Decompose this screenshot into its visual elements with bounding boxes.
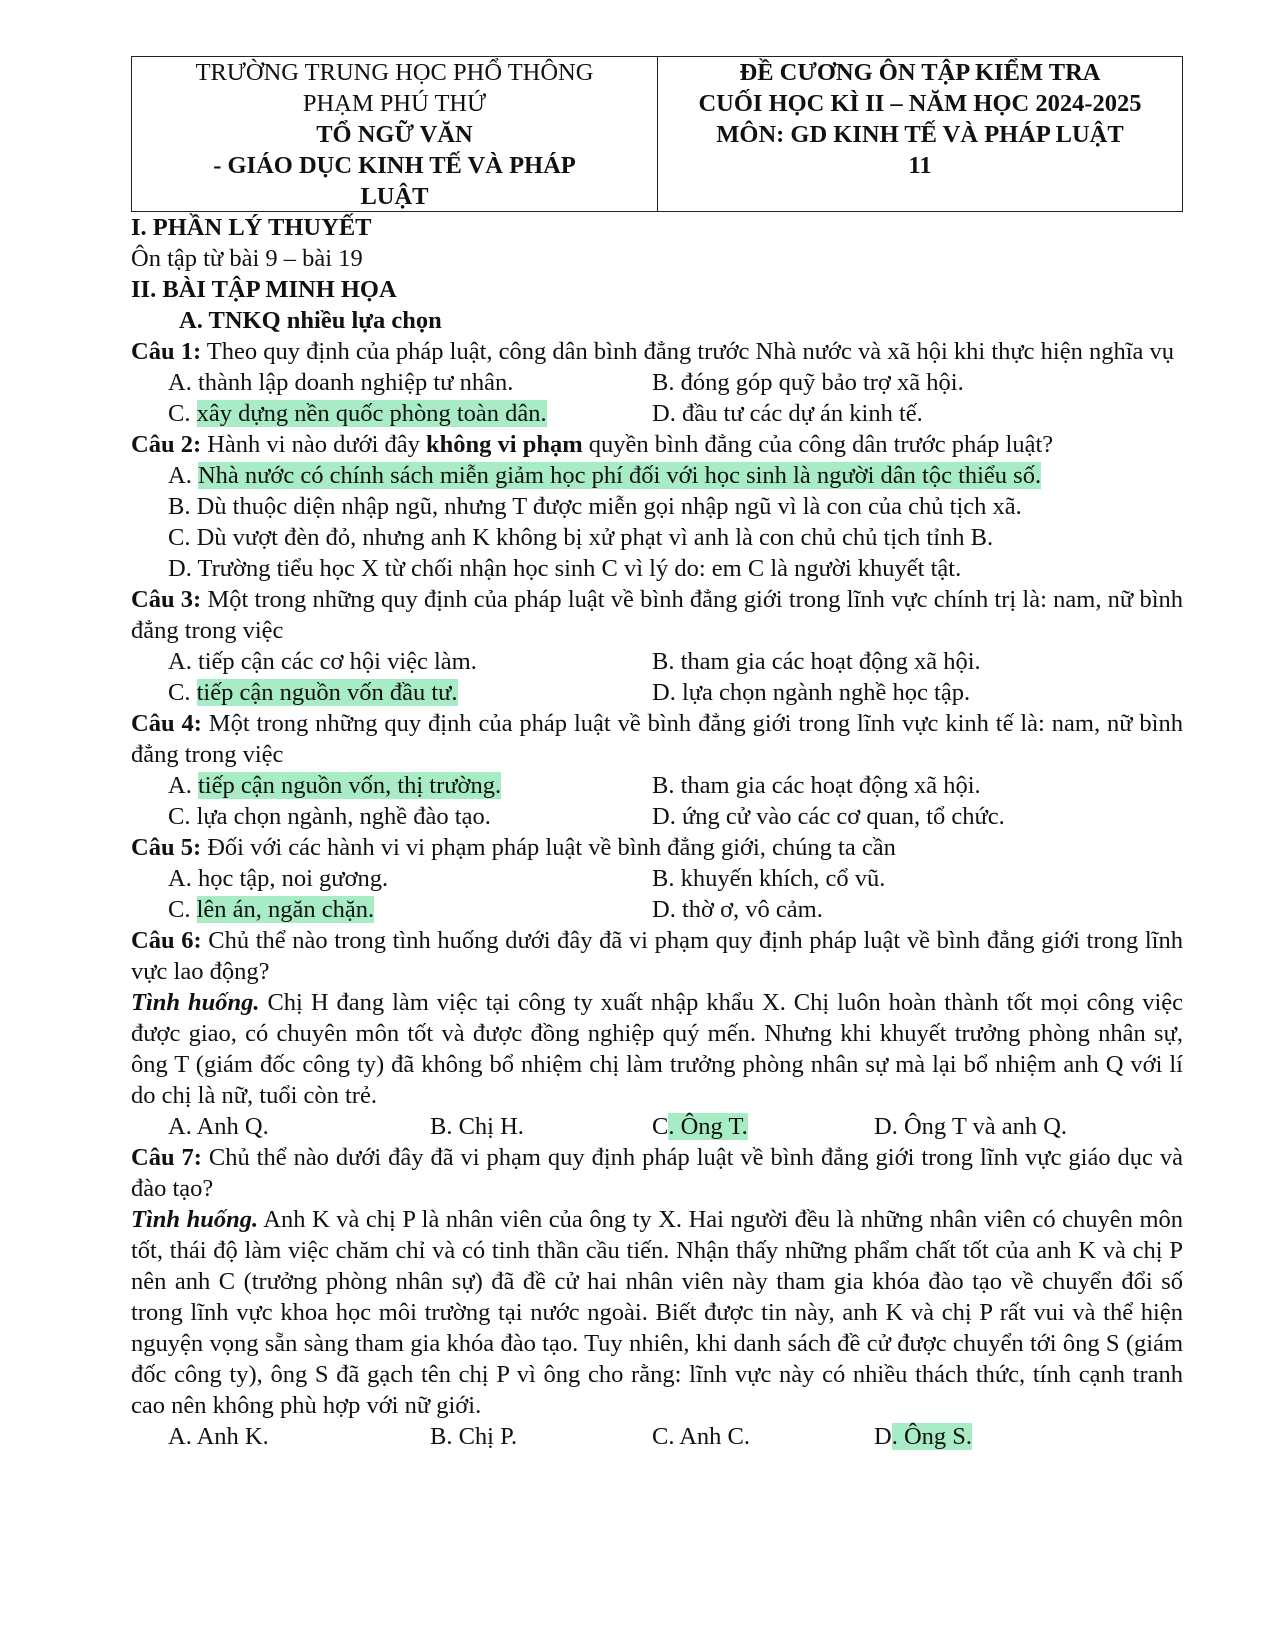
option-a: A. thành lập doanh nghiệp tư nhân. bbox=[168, 369, 514, 396]
option-d: D. ứng cử vào các cơ quan, tổ chức. bbox=[652, 803, 1005, 830]
question-7-options bbox=[131, 1421, 1183, 1452]
option-prefix: C. bbox=[168, 400, 197, 427]
document-page bbox=[131, 56, 1183, 1452]
option-prefix: C bbox=[652, 1113, 669, 1140]
question-text-bold: không vi phạm bbox=[426, 431, 583, 458]
department-line3: LUẬT bbox=[360, 183, 429, 210]
exam-info-cell bbox=[658, 57, 1182, 211]
highlighted-answer: tiếp cận nguồn vốn, thị trường. bbox=[197, 772, 502, 799]
question-text: Chủ thể nào dưới đây đã vi phạm quy định pháp luật về bình đẳng giới trong lĩnh vực giáo dục và đào tạo? bbox=[131, 1144, 1183, 1202]
situation-7 bbox=[131, 1204, 1183, 1421]
option-d: D. Ông T và anh Q. bbox=[874, 1113, 1068, 1140]
question-5-options-row1 bbox=[131, 863, 1183, 894]
question-label: Câu 1: bbox=[131, 338, 202, 365]
question-text: Chủ thể nào trong tình huống dưới đây đã vi phạm quy định pháp luật về bình đẳng giới trong lĩnh vực lao động? bbox=[131, 927, 1183, 985]
option-d bbox=[874, 1421, 972, 1452]
option-b: B. Chị P. bbox=[430, 1423, 518, 1450]
option-c bbox=[652, 1111, 874, 1142]
school-name-line1: TRƯỜNG TRUNG HỌC PHỔ THÔNG bbox=[195, 59, 594, 86]
question-label: Câu 6: bbox=[131, 927, 202, 954]
highlighted-answer: Nhà nước có chính sách miễn giảm học phí đối với học sinh là người dân tộc thiểu số. bbox=[197, 462, 1042, 489]
question-4-options-row2 bbox=[131, 801, 1183, 832]
option-c: C. Dù vượt đèn đỏ, nhưng anh K không bị xử phạt vì anh là con chủ chủ tịch tỉnh B. bbox=[168, 524, 994, 551]
situation-label: Tình huống. bbox=[131, 1206, 259, 1233]
section2-subtitle: A. TNKQ nhiều lựa chọn bbox=[179, 307, 442, 334]
option-b: B. Dù thuộc diện nhập ngũ, nhưng T được miễn gọi nhập ngũ vì là con của chủ tịch xã. bbox=[168, 493, 1022, 520]
option-prefix: C. bbox=[168, 679, 197, 706]
option-a: A. tiếp cận các cơ hội việc làm. bbox=[168, 648, 477, 675]
section1-text: Ôn tập từ bài 9 – bài 19 bbox=[131, 245, 363, 272]
highlighted-answer: xây dựng nền quốc phòng toàn dân. bbox=[196, 400, 547, 427]
option-prefix: D bbox=[874, 1423, 892, 1450]
section2-title: II. BÀI TẬP MINH HỌA bbox=[131, 276, 397, 303]
situation-text: Chị H đang làm việc tại công ty xuất nhập khẩu X. Chị luôn hoàn thành tốt mọi công việc được giao, có chuyên môn tốt và được đồng nghiệp quý mến. Nhưng khi khuyết trưởng phòng nhân sự, ông T (giám đốc công ty) đã không bổ nhiệm chị làm trưởng phòng nhân sự mà lại bổ nhiệm anh Q với lí do chị là nữ, tuổi còn trẻ. bbox=[131, 989, 1183, 1109]
question-label: Câu 7: bbox=[131, 1144, 202, 1171]
question-1 bbox=[131, 336, 1183, 367]
option-d: D. thờ ơ, vô cảm. bbox=[652, 896, 823, 923]
question-3-options-row1 bbox=[131, 646, 1183, 677]
highlighted-answer: tiếp cận nguồn vốn đầu tư. bbox=[196, 679, 458, 706]
question-6-options bbox=[131, 1111, 1183, 1142]
option-c bbox=[168, 677, 652, 708]
option-c bbox=[168, 894, 652, 925]
option-c: C. Anh C. bbox=[652, 1423, 751, 1450]
option-a bbox=[131, 460, 1183, 491]
option-a: A. học tập, noi gương. bbox=[168, 865, 389, 892]
department-line2: - GIÁO DỤC KINH TẾ VÀ PHÁP bbox=[213, 152, 576, 179]
situation-6 bbox=[131, 987, 1183, 1111]
option-a: A. Anh K. bbox=[168, 1423, 269, 1450]
school-name-line2: PHẠM PHÚ THỨ bbox=[302, 90, 487, 117]
grade: 11 bbox=[908, 152, 932, 179]
option-a: A. Anh Q. bbox=[168, 1113, 269, 1140]
subject: MÔN: GD KINH TẾ VÀ PHÁP LUẬT bbox=[716, 121, 1124, 148]
section1-title: I. PHẦN LÝ THUYẾT bbox=[131, 214, 372, 241]
question-text: Đối với các hành vi vi phạm pháp luật về bình đẳng giới, chúng ta cần bbox=[201, 834, 896, 861]
doc-title: ĐỀ CƯƠNG ÔN TẬP KIỂM TRA bbox=[739, 59, 1101, 86]
question-text-pre: Hành vi nào dưới đây bbox=[201, 431, 427, 458]
situation-text: Anh K và chị P là nhân viên của ông ty X. Hai người đều là những nhân viên có chuyên môn tốt, thái độ làm việc chăm chỉ và có tinh thần cầu tiến. Nhận thấy những phẩm chất tốt của anh K và chị P nên anh C (trưởng phòng nhân sự) đã đề cử hai nhân viên này tham gia khóa đào tạo về chuyển đổi số trong lĩnh vực khoa học môi trường tại nước ngoài. Biết được tin này, anh K và chị P rất vui và thể hiện nguyện vọng sẵn sàng tham gia khóa đào tạo. Tuy nhiên, khi danh sách đề cử được chuyển tới ông S (giám đốc công ty), ông S đã gạch tên chị P vì ông cho rằng: lĩnh vực này có nhiều thách thức, tính cạnh tranh cao nên không phù hợp với nữ giới. bbox=[131, 1206, 1183, 1419]
option-b: B. tham gia các hoạt động xã hội. bbox=[652, 772, 981, 799]
question-text: Theo quy định của pháp luật, công dân bình đẳng trước Nhà nước và xã hội khi thực hiện nghĩa vụ bbox=[201, 338, 1175, 365]
question-1-options-row2 bbox=[131, 398, 1183, 429]
highlighted-answer: . Ông S. bbox=[891, 1423, 973, 1450]
option-c: C. lựa chọn ngành, nghề đào tạo. bbox=[168, 803, 491, 830]
school-info-cell bbox=[132, 57, 658, 211]
question-text: Một trong những quy định của pháp luật về bình đẳng giới trong lĩnh vực kinh tế là: nam, nữ bình đẳng trong việc bbox=[131, 710, 1183, 768]
question-label: Câu 3: bbox=[131, 586, 202, 613]
question-label: Câu 5: bbox=[131, 834, 202, 861]
question-label: Câu 2: bbox=[131, 431, 202, 458]
question-4 bbox=[131, 708, 1183, 770]
question-5 bbox=[131, 832, 1183, 863]
question-3-options-row2 bbox=[131, 677, 1183, 708]
question-text: Một trong những quy định của pháp luật về bình đẳng giới trong lĩnh vực chính trị là: nam, nữ bình đẳng trong việc bbox=[131, 586, 1183, 644]
option-b: B. đóng góp quỹ bảo trợ xã hội. bbox=[652, 369, 964, 396]
option-c bbox=[168, 398, 652, 429]
question-7 bbox=[131, 1142, 1183, 1204]
situation-label: Tình huống. bbox=[131, 989, 260, 1016]
option-d: D. đầu tư các dự án kinh tế. bbox=[652, 400, 923, 427]
question-label: Câu 4: bbox=[131, 710, 202, 737]
option-prefix: A. bbox=[168, 772, 198, 799]
highlighted-answer: . Ông T. bbox=[668, 1113, 748, 1140]
header-table bbox=[131, 56, 1183, 212]
highlighted-answer: lên án, ngăn chặn. bbox=[196, 896, 375, 923]
question-text-post: quyền bình đẳng của công dân trước pháp luật? bbox=[582, 431, 1054, 458]
department-line1: TỔ NGỮ VĂN bbox=[316, 121, 473, 148]
question-6 bbox=[131, 925, 1183, 987]
option-d: D. lựa chọn ngành nghề học tập. bbox=[652, 679, 971, 706]
question-3 bbox=[131, 584, 1183, 646]
question-5-options-row2 bbox=[131, 894, 1183, 925]
option-b: B. Chị H. bbox=[430, 1113, 524, 1140]
question-1-options-row1 bbox=[131, 367, 1183, 398]
question-2 bbox=[131, 429, 1183, 460]
school-year: CUỐI HỌC KÌ II – NĂM HỌC 2024-2025 bbox=[698, 90, 1142, 117]
option-b: B. tham gia các hoạt động xã hội. bbox=[652, 648, 981, 675]
option-b: B. khuyến khích, cổ vũ. bbox=[652, 865, 886, 892]
option-prefix: C. bbox=[168, 896, 197, 923]
option-a bbox=[168, 770, 652, 801]
option-d: D. Trường tiểu học X từ chối nhận học sinh C vì lý do: em C là người khuyết tật. bbox=[168, 555, 962, 582]
question-4-options-row1 bbox=[131, 770, 1183, 801]
option-prefix: A. bbox=[168, 462, 198, 489]
